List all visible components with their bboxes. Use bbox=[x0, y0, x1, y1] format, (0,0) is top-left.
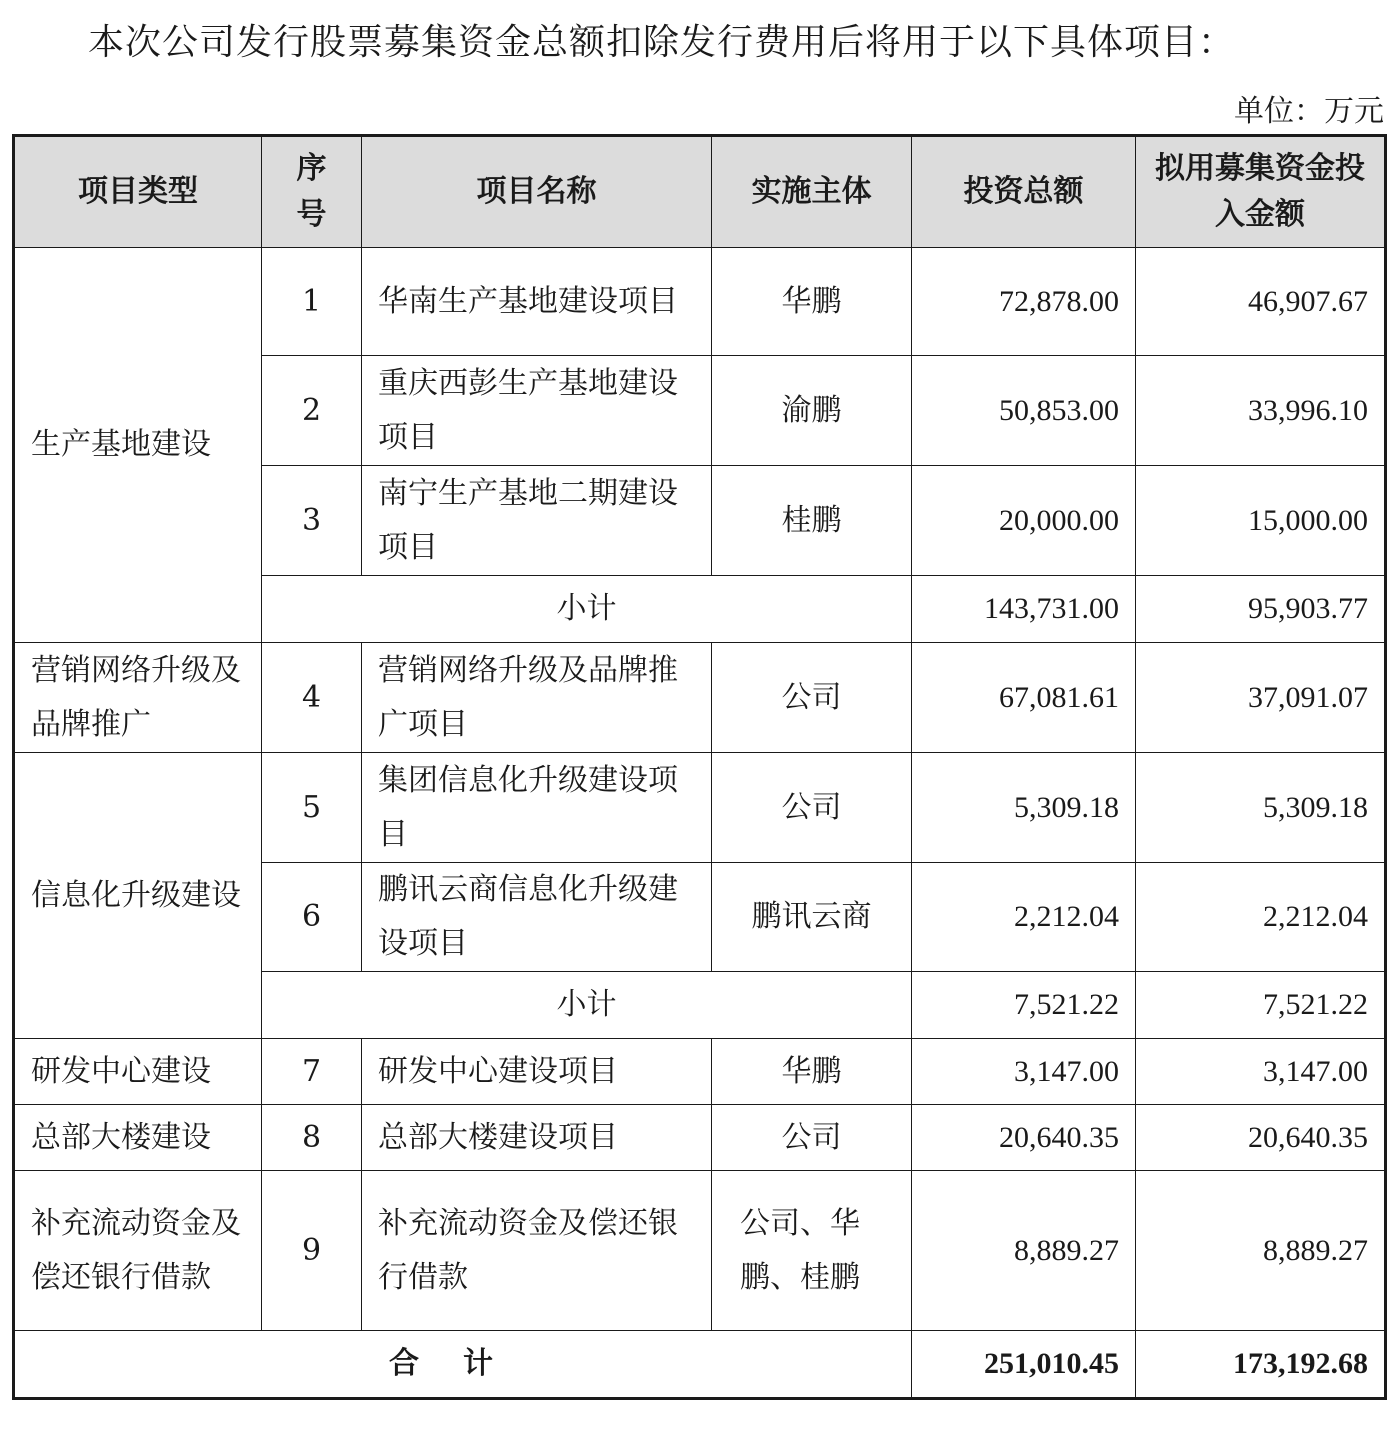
invest-cell: 50,853.00 bbox=[912, 356, 1136, 466]
group-type-cell: 生产基地建设 bbox=[14, 248, 262, 643]
seq-cell: 8 bbox=[262, 1105, 362, 1171]
group-type-cell: 补充流动资金及偿还银行借款 bbox=[14, 1171, 262, 1331]
raised-cell: 46,907.67 bbox=[1136, 248, 1386, 356]
seq-cell: 5 bbox=[262, 753, 362, 863]
project-name-cell: 鹏讯云商信息化升级建设项目 bbox=[362, 863, 712, 972]
project-name-cell: 重庆西彭生产基地建设项目 bbox=[362, 356, 712, 466]
table-row bbox=[14, 643, 1386, 753]
unit-label: 单位：万元 bbox=[1234, 94, 1384, 129]
group-type-cell: 总部大楼建设 bbox=[14, 1105, 262, 1171]
header-invest: 投资总额 bbox=[912, 136, 1136, 248]
table-row bbox=[14, 1171, 1386, 1331]
group-type-cell: 营销网络升级及品牌推广 bbox=[14, 643, 262, 753]
entity-cell: 公司、华鹏、桂鹏 bbox=[712, 1171, 912, 1331]
project-name-cell: 华南生产基地建设项目 bbox=[362, 248, 712, 356]
invest-cell: 5,309.18 bbox=[912, 753, 1136, 863]
entity-cell: 桂鹏 bbox=[712, 466, 912, 576]
invest-cell: 72,878.00 bbox=[912, 248, 1136, 356]
raised-cell: 2,212.04 bbox=[1136, 863, 1386, 972]
header-raised: 拟用募集资金投入金额 bbox=[1136, 136, 1386, 248]
invest-cell: 2,212.04 bbox=[912, 863, 1136, 972]
entity-cell: 公司 bbox=[712, 753, 912, 863]
raised-cell: 5,309.18 bbox=[1136, 753, 1386, 863]
invest-cell: 8,889.27 bbox=[912, 1171, 1136, 1331]
total-invest-cell: 251,010.45 bbox=[912, 1331, 1136, 1399]
invest-cell: 3,147.00 bbox=[912, 1039, 1136, 1105]
group-type-cell: 研发中心建设 bbox=[14, 1039, 262, 1105]
entity-cell: 渝鹏 bbox=[712, 356, 912, 466]
invest-cell: 67,081.61 bbox=[912, 643, 1136, 753]
raised-cell: 8,889.27 bbox=[1136, 1171, 1386, 1331]
total-row bbox=[14, 1331, 1386, 1399]
subtotal-raised-cell: 95,903.77 bbox=[1136, 576, 1386, 643]
table-row bbox=[14, 248, 1386, 356]
seq-cell: 2 bbox=[262, 356, 362, 466]
table-row bbox=[14, 753, 1386, 863]
total-raised-cell: 173,192.68 bbox=[1136, 1331, 1386, 1399]
project-name-cell: 营销网络升级及品牌推广项目 bbox=[362, 643, 712, 753]
project-name-cell: 总部大楼建设项目 bbox=[362, 1105, 712, 1171]
entity-cell: 鹏讯云商 bbox=[712, 863, 912, 972]
table-row bbox=[14, 1105, 1386, 1171]
project-name-cell: 集团信息化升级建设项目 bbox=[362, 753, 712, 863]
subtotal-invest-cell: 7,521.22 bbox=[912, 972, 1136, 1039]
header-type: 项目类型 bbox=[14, 136, 262, 248]
seq-cell: 3 bbox=[262, 466, 362, 576]
intro-text: 本次公司发行股票募集资金总额扣除发行费用后将用于以下具体项目： bbox=[88, 22, 1236, 63]
header-entity: 实施主体 bbox=[712, 136, 912, 248]
total-label: 合计 bbox=[389, 1346, 537, 1381]
raised-cell: 20,640.35 bbox=[1136, 1105, 1386, 1171]
subtotal-label: 小计 bbox=[262, 576, 912, 643]
raised-cell: 3,147.00 bbox=[1136, 1039, 1386, 1105]
table-header-row bbox=[14, 136, 1386, 248]
project-name-cell: 南宁生产基地二期建设项目 bbox=[362, 466, 712, 576]
entity-cell: 华鹏 bbox=[712, 248, 912, 356]
entity-cell: 公司 bbox=[712, 1105, 912, 1171]
seq-cell: 9 bbox=[262, 1171, 362, 1331]
raised-cell: 37,091.07 bbox=[1136, 643, 1386, 753]
seq-cell: 1 bbox=[262, 248, 362, 356]
raised-cell: 33,996.10 bbox=[1136, 356, 1386, 466]
project-name-cell: 研发中心建设项目 bbox=[362, 1039, 712, 1105]
table-row bbox=[14, 1039, 1386, 1105]
seq-cell: 7 bbox=[262, 1039, 362, 1105]
seq-cell: 4 bbox=[262, 643, 362, 753]
header-name: 项目名称 bbox=[362, 136, 712, 248]
invest-cell: 20,640.35 bbox=[912, 1105, 1136, 1171]
project-name-cell: 补充流动资金及偿还银行借款 bbox=[362, 1171, 712, 1331]
group-type-cell: 信息化升级建设 bbox=[14, 753, 262, 1039]
invest-cell: 20,000.00 bbox=[912, 466, 1136, 576]
fundraising-projects-table bbox=[12, 134, 1387, 1400]
raised-cell: 15,000.00 bbox=[1136, 466, 1386, 576]
subtotal-invest-cell: 143,731.00 bbox=[912, 576, 1136, 643]
entity-cell: 公司 bbox=[712, 643, 912, 753]
header-seq: 序号 bbox=[262, 136, 362, 248]
subtotal-raised-cell: 7,521.22 bbox=[1136, 972, 1386, 1039]
subtotal-label: 小计 bbox=[262, 972, 912, 1039]
entity-cell: 华鹏 bbox=[712, 1039, 912, 1105]
seq-cell: 6 bbox=[262, 863, 362, 972]
